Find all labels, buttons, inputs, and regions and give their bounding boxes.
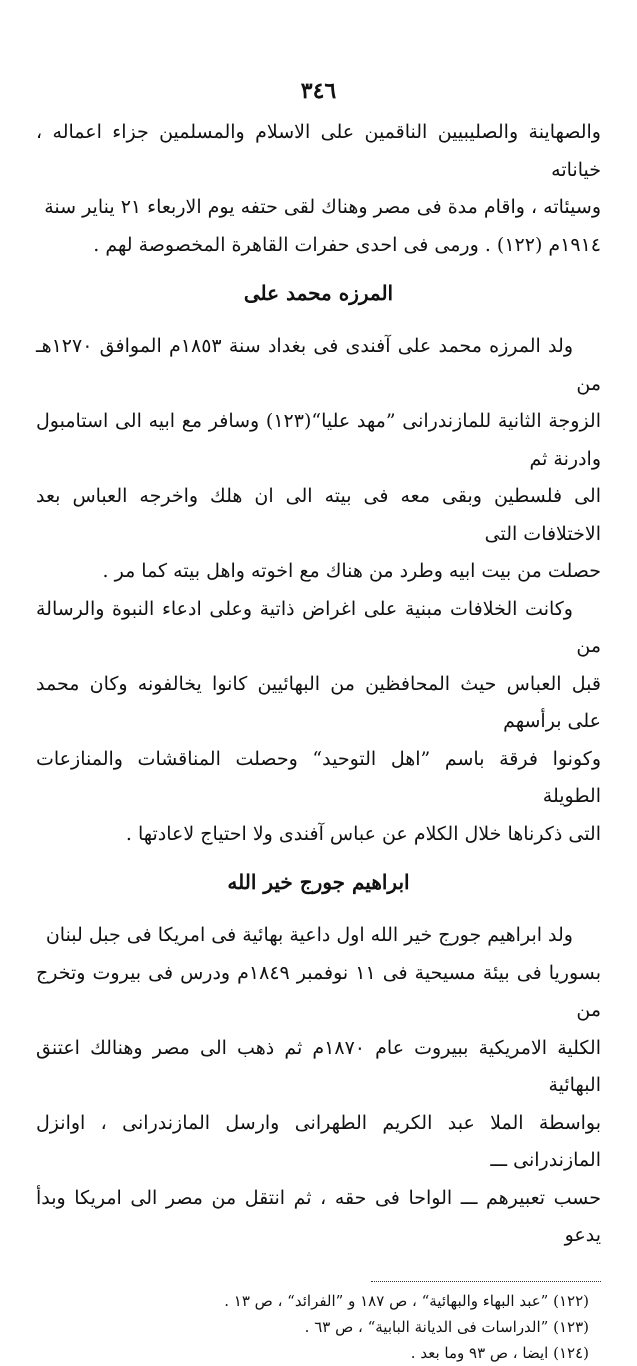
footnote-separator [371, 1281, 601, 1282]
section-heading-ibrahim-kheiralla: ابراهيم جورج خير الله [227, 870, 410, 894]
text-line: ولد المرزه محمد على آفندى فى بغداد سنة ١٨٥٣م الموافق ١٢٧٠هـ من [36, 335, 601, 395]
paragraph-mirza-muhammad-ali [36, 328, 601, 853]
footnotes [36, 1288, 601, 1366]
text-line: الكلية الامريكية ببيروت عام ١٨٧٠م ثم ذهب الى مصر وهنالك اعتنق البهائية [36, 1036, 601, 1096]
footnote: (١٢٣) ”الدراسات فى الديانة البابية“ ، ص ٦٣ . [304, 1317, 589, 1336]
footnote: (١٢٢) ”عبد البهاء والبهائية“ ، ص ١٨٧ و ”الفرائد“ ، ص ١٣ . [224, 1291, 589, 1310]
text-line: حسب تعبيرهم ـــ الواحا فى حقه ، ثم انتقل من مصر الى امريكا وبدأ يدعو [36, 1186, 601, 1246]
text-line: بواسطة الملا عبد الكريم الطهرانى وارسل المازندرانى ، اوانزل المازندرانى ـــ [36, 1111, 601, 1171]
footnote: (١٢٤) ايضا ، ص ٩٣ وما بعد . [410, 1343, 589, 1362]
text-line: وسيئاته ، واقام مدة فى مصر وهناك لقى حتفه يوم الاربعاء ٢١ يناير سنة [44, 196, 601, 218]
text-line: وكانت الخلافات مبنية على اغراض ذاتية وعلى ادعاء النبوة والرسالة من [36, 597, 601, 657]
text-line: الزوجة الثانية للمازندرانى ”مهد عليا“(١٢٣) وسافر مع ابيه الى استامبول وادرنة ثم [36, 410, 601, 470]
text-line: قبل العباس حيث المحافظين من البهائيين كانوا يخالفونه وكان محمد على برأسهم [36, 672, 601, 732]
section-heading-mirza-muhammad-ali: المرزه محمد على [243, 281, 394, 305]
page-number: ٣٤٦ [300, 78, 337, 104]
text-line: حصلت من بيت ابيه وطرد من هناك مع اخوته واهل بيته كما مر . [102, 560, 601, 582]
text-line: ١٩١٤م (١٢٢) . ورمى فى احدى حفرات القاهرة المخصوصة لهم . [93, 233, 601, 256]
paragraph-ibrahim-kheiralla [36, 917, 601, 1255]
text-line: ولد ابراهيم جورج خير الله اول داعية بهائية فى امريكا فى جبل لبنان [45, 924, 573, 946]
text-line: وكونوا فرقة باسم ”اهل التوحيد“ وحصلت المناقشات والمنازعات الطويلة [36, 747, 601, 807]
text-line: بسوريا فى بيئة مسيحية فى ١١ نوفمبر ١٨٤٩م ودرس فى بيروت وتخرج من [36, 961, 602, 1021]
paragraph-continuation [36, 114, 601, 264]
text-line: والصهاينة والصليبيين الناقمين على الاسلام والمسلمين جزاء اعماله ، خياناته [36, 121, 601, 181]
text-line: التى ذكرناها خلال الكلام عن عباس آفندى ولا احتياج لاعادتها . [125, 822, 601, 845]
text-line: الى فلسطين وبقى معه فى بيته الى ان هلك واخرجه العباس بعد الاختلافات التى [36, 485, 601, 545]
